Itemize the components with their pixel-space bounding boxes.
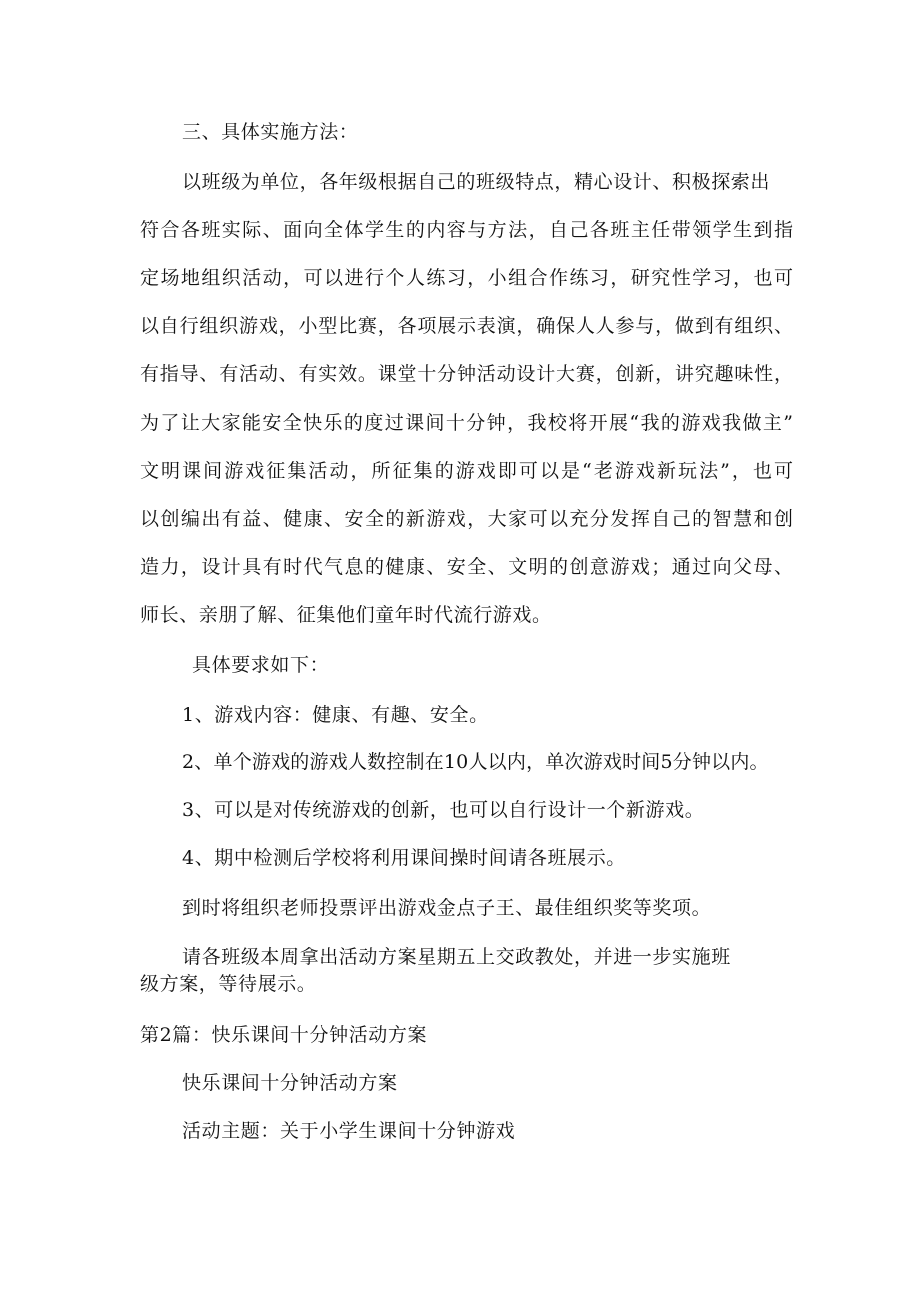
paragraph-line: 定场地组织活动，可以进行个人练习，小组合作练习，研究性学习，也可 <box>140 267 793 289</box>
paragraph-line: 级方案，等待展示。 <box>140 973 317 995</box>
part2-title: 快乐课间十分钟活动方案 <box>182 1072 398 1094</box>
paragraph-line: 文明课间游戏征集活动，所征集的游戏即可以是“老游戏新玩法”，也可 <box>140 460 793 482</box>
paragraph-line: 为了让大家能安全快乐的度过课间十分钟，我校将开展“我的游戏我做主” <box>140 412 793 434</box>
paragraph-line: 以创编出有益、健康、安全的新游戏，大家可以充分发挥自己的智慧和创 <box>140 508 793 530</box>
paragraph-line: 以班级为单位，各年级根据自己的班级特点，精心设计、积极探索出 <box>182 171 771 193</box>
award-line: 到时将组织老师投票评出游戏金点子王、最佳组织奖等奖项。 <box>182 897 712 919</box>
paragraph-line: 有指导、有活动、有实效。课堂十分钟活动设计大赛，创新，讲究趣味性， <box>140 363 793 385</box>
list-item: 2、单个游戏的游戏人数控制在10人以内，单次游戏时间5分钟以内。 <box>182 751 769 773</box>
paragraph-line: 符合各班实际、面向全体学生的内容与方法，自己各班主任带领学生到指 <box>140 219 793 241</box>
list-item: 3、可以是对传统游戏的创新，也可以自行设计一个新游戏。 <box>182 799 705 821</box>
paragraph-line: 造力，设计具有时代气息的健康、安全、文明的创意游戏；通过向父母、 <box>140 556 793 578</box>
paragraph-line: 请各班级本周拿出活动方案星期五上交政教处，并进一步实施班 <box>182 946 731 968</box>
paragraph-line: 师长、亲朋了解、征集他们童年时代流行游戏。 <box>140 604 552 626</box>
list-item: 1、游戏内容：健康、有趣、安全。 <box>182 704 489 726</box>
part2-theme: 活动主题：关于小学生课间十分钟游戏 <box>182 1120 516 1142</box>
section-heading: 三、具体实施方法： <box>182 121 359 143</box>
requirements-heading: 具体要求如下： <box>192 654 330 676</box>
list-item: 4、期中检测后学校将利用课间操时间请各班展示。 <box>182 847 626 869</box>
part2-heading: 第2篇：快乐课间十分钟活动方案 <box>140 1024 428 1046</box>
paragraph-line: 以自行组织游戏，小型比赛，各项展示表演，确保人人参与，做到有组织、 <box>140 315 793 337</box>
